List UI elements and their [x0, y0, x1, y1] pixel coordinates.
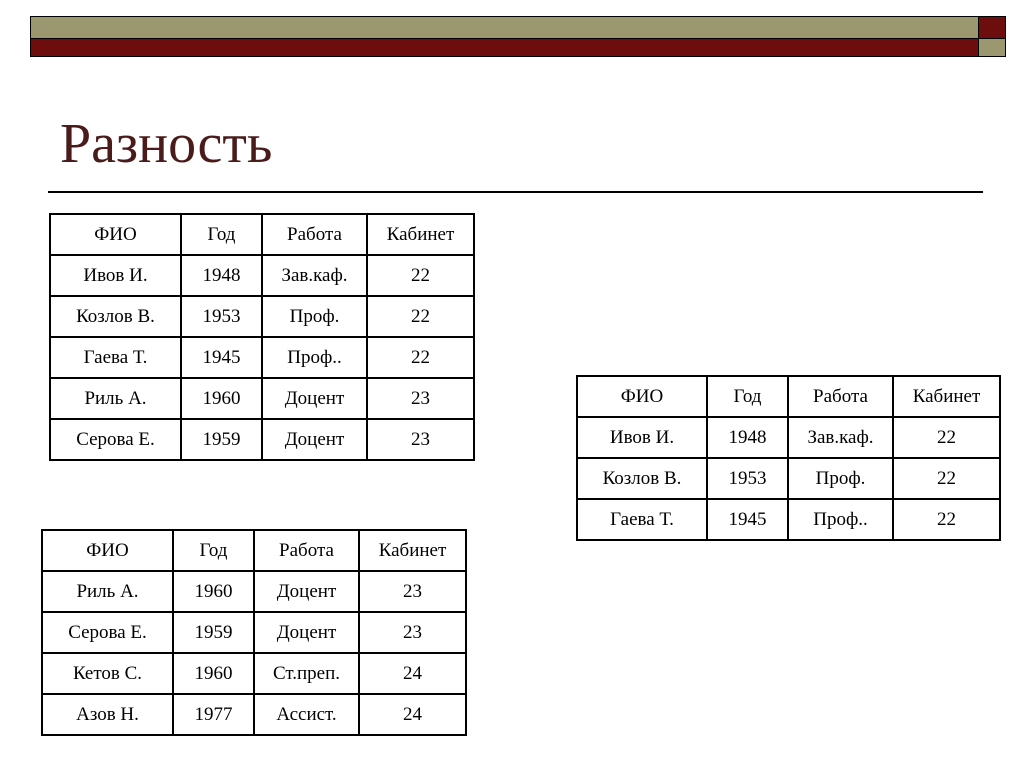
cell-fio: Ивов И. — [577, 417, 707, 458]
cell-office: 22 — [893, 499, 1000, 540]
cell-year: 1953 — [707, 458, 788, 499]
cell-office: 22 — [893, 417, 1000, 458]
cell-year: 1959 — [173, 612, 254, 653]
cell-office: 23 — [367, 419, 474, 460]
cell-office: 22 — [367, 296, 474, 337]
cell-office: 22 — [367, 255, 474, 296]
header-cell-office: Кабинет — [359, 530, 466, 571]
cell-fio: Козлов В. — [577, 458, 707, 499]
cell-fio: Кетов С. — [42, 653, 173, 694]
cell-fio: Ивов И. — [50, 255, 181, 296]
cell-year: 1959 — [181, 419, 262, 460]
cell-job: Доцент — [254, 571, 359, 612]
cell-job: Доцент — [262, 378, 367, 419]
cell-job: Зав.каф. — [262, 255, 367, 296]
cell-year: 1945 — [181, 337, 262, 378]
cell-office: 22 — [367, 337, 474, 378]
cell-year: 1977 — [173, 694, 254, 735]
header-bar-olive — [30, 16, 979, 39]
cell-fio: Гаева Т. — [50, 337, 181, 378]
cell-fio: Азов Н. — [42, 694, 173, 735]
cell-office: 23 — [367, 378, 474, 419]
table-row — [42, 694, 466, 735]
table-row — [577, 458, 1000, 499]
header-cell-job: Работа — [254, 530, 359, 571]
table-row — [42, 612, 466, 653]
cell-office: 22 — [893, 458, 1000, 499]
relation-table-b — [41, 529, 467, 736]
cell-office: 24 — [359, 694, 466, 735]
cell-job: Ст.преп. — [254, 653, 359, 694]
table-row — [42, 571, 466, 612]
header-cell-year: Год — [181, 214, 262, 255]
cell-job: Проф. — [788, 458, 893, 499]
header-cell-job: Работа — [262, 214, 367, 255]
header-cell-fio: ФИО — [577, 376, 707, 417]
table-row — [42, 653, 466, 694]
cell-job: Доцент — [254, 612, 359, 653]
relation-table-difference-result — [576, 375, 1001, 541]
table-row — [577, 417, 1000, 458]
table-row — [50, 255, 474, 296]
table-row — [50, 296, 474, 337]
header-cell-year: Год — [173, 530, 254, 571]
cell-office: 23 — [359, 612, 466, 653]
header-cell-office: Кабинет — [893, 376, 1000, 417]
cell-office: 23 — [359, 571, 466, 612]
cell-fio: Гаева Т. — [577, 499, 707, 540]
header-cell-office: Кабинет — [367, 214, 474, 255]
relation-table-a — [49, 213, 475, 461]
cell-job: Проф. — [262, 296, 367, 337]
cell-office: 24 — [359, 653, 466, 694]
title-divider — [48, 191, 983, 193]
header-cell-job: Работа — [788, 376, 893, 417]
table-header-row — [577, 376, 1000, 417]
cell-fio: Серова Е. — [42, 612, 173, 653]
cell-job: Доцент — [262, 419, 367, 460]
header-cell-fio: ФИО — [42, 530, 173, 571]
cell-fio: Серова Е. — [50, 419, 181, 460]
cell-year: 1948 — [707, 417, 788, 458]
cell-year: 1960 — [181, 378, 262, 419]
header-bar-maroon — [30, 39, 979, 57]
header-cell-fio: ФИО — [50, 214, 181, 255]
table-header-row — [50, 214, 474, 255]
header-cell-year: Год — [707, 376, 788, 417]
cell-fio: Риль А. — [50, 378, 181, 419]
cell-fio: Риль А. — [42, 571, 173, 612]
slide-title: Разность — [60, 113, 273, 175]
cell-year: 1945 — [707, 499, 788, 540]
cell-job: Ассист. — [254, 694, 359, 735]
table-row — [50, 337, 474, 378]
cell-job: Проф.. — [788, 499, 893, 540]
table-row — [50, 419, 474, 460]
cell-job: Зав.каф. — [788, 417, 893, 458]
cell-year: 1953 — [181, 296, 262, 337]
cell-fio: Козлов В. — [50, 296, 181, 337]
header-corner-maroon — [979, 16, 1006, 39]
header-corner-olive — [979, 39, 1006, 57]
cell-job: Проф.. — [262, 337, 367, 378]
cell-year: 1960 — [173, 571, 254, 612]
cell-year: 1948 — [181, 255, 262, 296]
table-row — [577, 499, 1000, 540]
table-header-row — [42, 530, 466, 571]
cell-year: 1960 — [173, 653, 254, 694]
table-row — [50, 378, 474, 419]
